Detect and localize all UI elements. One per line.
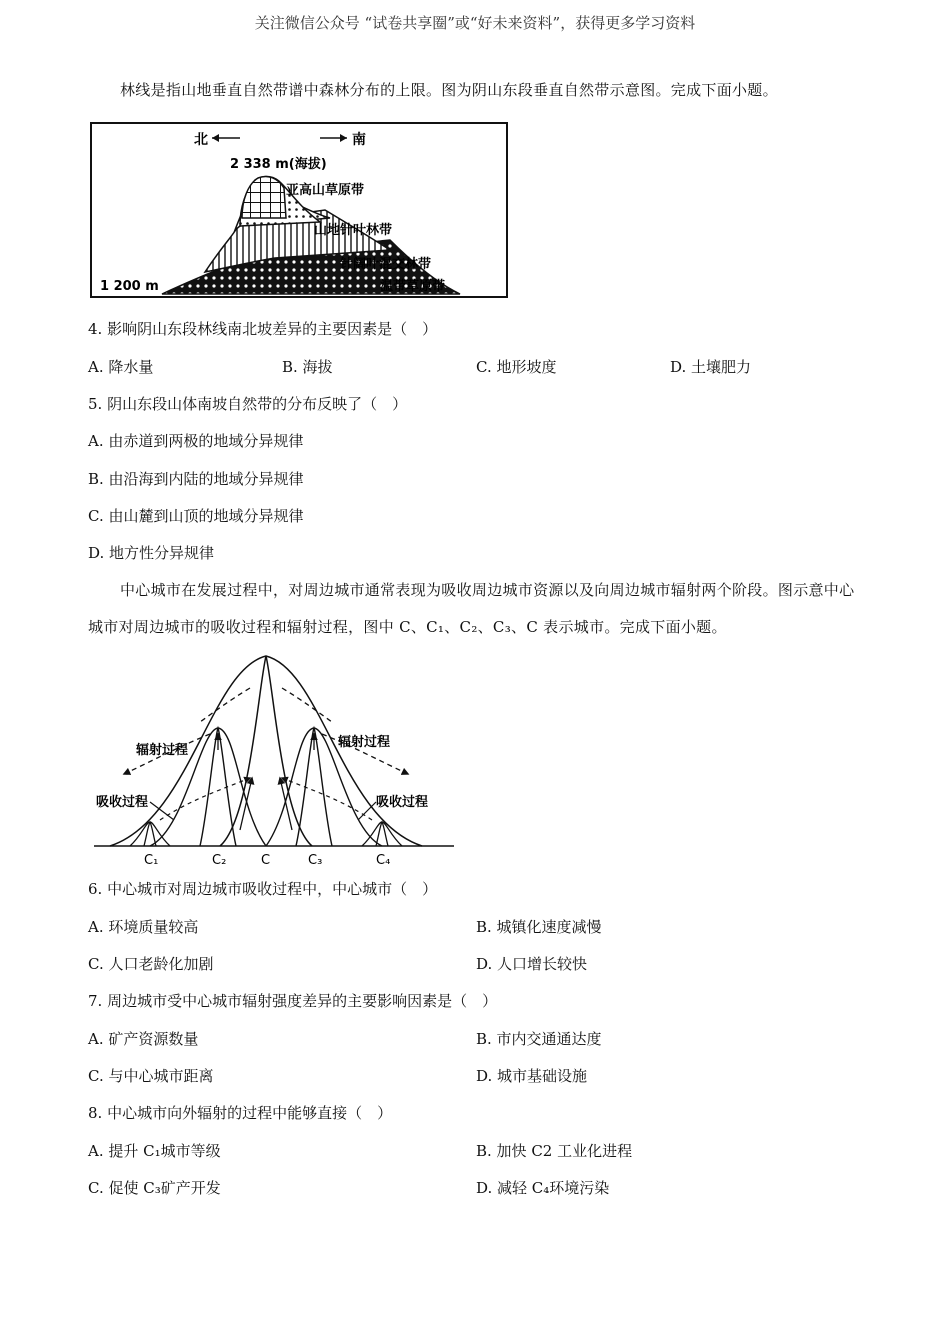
q6-option-c[interactable]: C. 人口老龄化加剧 [88,955,214,973]
q5-option-c[interactable]: C. 由山麓到山顶的地域分异规律 [88,507,304,525]
city-label-c3: C₃ [308,853,323,868]
q7-option-b[interactable]: B. 市内交通通达度 [476,1030,602,1048]
q6-option-b[interactable]: B. 城镇化速度减慢 [476,918,602,936]
q5-option-b[interactable]: B. 由沿海到内陆的地域分异规律 [88,470,304,488]
north-label: 北 [194,132,208,148]
q4-option-b[interactable]: B. 海拔 [282,358,333,376]
intro-paragraph-2: 中心城市在发展过程中，对周边城市通常表现为吸收周边城市资源以及向周边城市辐射两个阶段。图示意中心城市对周边城市的吸收过程和辐射过程，图中 C、C₁、C₂、C₃、C 表示城市。完成下面小题。 [88,581,855,636]
city-label-c4: C₄ [376,853,391,868]
q4-option-a[interactable]: A. 降水量 [88,358,154,376]
vertical-zone-diagram [90,122,510,300]
q5-option-d[interactable]: D. 地方性分异规律 [88,544,215,562]
q4-option-c[interactable]: C. 地形坡度 [476,358,557,376]
city-label-c1: C₁ [144,853,159,868]
zone-label-steppe: 温带草原带 [380,279,446,294]
page-header: 关注微信公众号 “试卷共享圈”或“好未来资料”，获得更多学习资料 [254,14,696,32]
q7-option-c[interactable]: C. 与中心城市距离 [88,1067,214,1085]
radiation-label-left: 辐射过程 [136,743,189,758]
q8-option-a[interactable]: A. 提升 C₁城市等级 [88,1142,221,1160]
q8-option-b[interactable]: B. 加快 C2 工业化进程 [476,1142,633,1160]
absorb-label-left: 吸收过程 [96,795,149,810]
peak-elevation-label: 2 338 m(海拔) [230,157,327,172]
q8-option-c[interactable]: C. 促使 C₃矿产开发 [88,1179,221,1197]
zone-label-coniferous: 山地针叶林带 [314,223,393,238]
q4-option-d[interactable]: D. 土壤肥力 [670,358,752,376]
intro-paragraph-1: 林线是指山地垂直自然带谱中森林分布的上限。图为阴山东段垂直自然带示意图。完成下面小题。 [120,81,778,99]
city-label-c: C [261,853,271,868]
q8-option-d[interactable]: D. 减轻 C₄环境污染 [476,1179,610,1197]
question-6-stem: 6. 中心城市对周边城市吸收过程中，中心城市（ ） [88,880,438,898]
q6-option-d[interactable]: D. 人口增长较快 [476,955,588,973]
q6-option-a[interactable]: A. 环境质量较高 [88,918,199,936]
q7-option-a[interactable]: A. 矿产资源数量 [88,1030,199,1048]
q7-option-d[interactable]: D. 城市基础设施 [476,1067,588,1085]
zone-label-subalpine: 亚高山草原带 [286,183,365,198]
city-label-c2: C₂ [212,853,227,868]
question-5-stem: 5. 阴山东段山体南坡自然带的分布反映了（ ） [88,395,408,413]
question-8-stem: 8. 中心城市向外辐射的过程中能够直接（ ） [88,1104,393,1122]
absorb-label-right: 吸收过程 [376,795,429,810]
q5-option-a[interactable]: A. 由赤道到两极的地域分异规律 [88,432,304,450]
zone-label-mixed: 针阔叶混交林带 [340,257,432,272]
south-label: 南 [352,132,366,148]
question-4-stem: 4. 影响阴山东段林线南北坡差异的主要因素是（ ） [88,320,438,338]
city-radiation-diagram [90,650,460,870]
base-elevation-label: 1 200 m [100,279,159,294]
radiation-label-right: 辐射过程 [338,735,391,750]
question-7-stem: 7. 周边城市受中心城市辐射强度差异的主要影响因素是（ ） [88,992,498,1010]
